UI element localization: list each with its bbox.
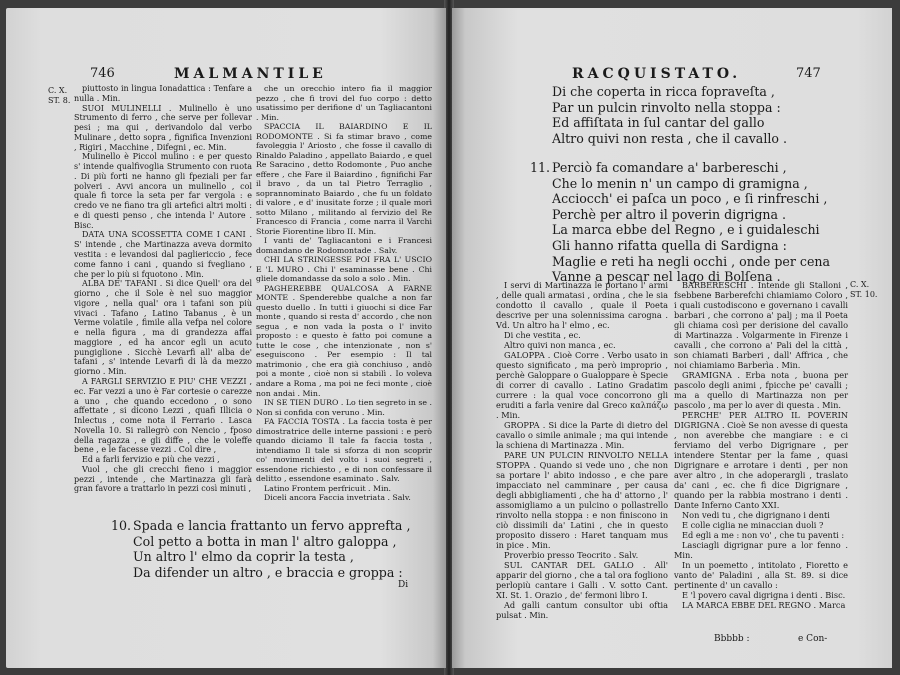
commentary-paragraph: In un poemetto , intitolato , Fioretto e vanto de' Paladini , alla St. 89. si dice pertinente d' un cavallo : [674, 560, 848, 590]
commentary-paragraph: che un orecchio intero fia il maggior pezzo , che fi trovi del fuo corpo : detto usatissimo per derifione d' un Tagliacantoni . Min. [256, 84, 432, 122]
commentary-paragraph: E colle ciglia ne minaccian duoli ? [682, 520, 824, 530]
commentary-paragraph: I servi di Martinazza le portano l' armi , delle quali armatasi , ordina , che le sia condotto il cavallo , quale il Poeta descrive per una solennissima carogna . Vd. Un altro ha l' elmo , ec. [496, 280, 668, 330]
commentary-paragraph: Vuol , che gli crecchi fieno i maggior pezzi , intende , che Martinazza gli farà gran favore a trattarlo in pezzi così minuti , [74, 464, 252, 494]
verse-line: Vanne a pescar nel lago di Bolſena . [552, 269, 781, 285]
commentary-paragraph: PARE UN PULCIN RINVOLTO NELLA STOPPA . Quando si vede uno , che non sa portare l' abito indosso , e che pare impacciato nel camminare , per causa degli abbigliamenti , che ha d' attorno , l' assomigliamo a un pulcino o pollastrello rinvolto nella stoppa : e non finiscono in ciò dissimili da' Latini , che in questo proposito dissero : Haret tanquam mus in pice . Min. [496, 450, 668, 550]
commentary-paragraph: A FARGLI SERVIZIO E PIU' CHE VEZZI , ec. Far vezzi a uno è Far cortesie o carezze a uno , che quando eccedono , o sono affettate , si dicono Lezzi , quafi Illicia o Inlectus , come nota il Ferrario . Lasca Novella 10. Si rallegrò con Nencio , fposo della ragazza , e gli diffe , che le voleffe bene , e le facesse vezzi . Col dire , [74, 376, 252, 455]
verse-line: Di che coperta in ricca fopraveſta , [552, 84, 775, 99]
right-signature: Bbbbb : [714, 634, 750, 644]
right-margin-note: C. X. ST. 10. [850, 280, 878, 299]
commentary-paragraph: IN SE TIEN DURO . Lo tien segreto in se . Non si confida con veruno . Min. [256, 398, 432, 417]
left-margin-note: C. X. ST. 8. [48, 86, 71, 105]
commentary-paragraph: Diceli ancora Faccia invetriata . Salv. [264, 493, 411, 503]
commentary-paragraph: SUL CANTAR DEL GALLO . All' apparir del giorno , che a tal ora fogliono perlopiù cantare i Galli . V. sotto Cant. XI. St. 1. Orazio , de' fermoni libro I. [496, 560, 668, 600]
right-catchword: e Con- [798, 634, 828, 644]
verse-line: Spada e lancia frattanto un fervo apprefta , [133, 518, 411, 533]
commentary-paragraph: Non vedi tu , che digrignano i denti [682, 510, 830, 520]
commentary-paragraph: Ed egli a me : non vo' , che tu paventi : [682, 530, 845, 540]
left-page-number: 746 [90, 66, 115, 81]
commentary-paragraph: SPACCIA IL BAIARDINO E IL RODOMONTE . Si fa stimar bravo , come favoleggia l' Ariosto , che fosse il cavallo di Rinaldo Paladino , appellato Baiardo , e quel Re Saracino , detto Rodomonte , Puo anche effere , che Fare il Baiardino , fignifichi Far il bravo , da un tal Pietro Terraglio , soprannominato Baiardo , che fu un foldato di valore , e d' inusitate forze ; il quale morì sotto Milano , militando al fervizio del Re Francesco di Francia , come narra il Varchi Storie Fiorentine libro II. Min. [256, 122, 432, 236]
verse-line: Da difender un altro , e braccia e groppa : [133, 564, 403, 580]
verse-line: Altro quivi non resta , che il cavallo . [552, 130, 787, 146]
left-catchword: Di [398, 580, 409, 590]
commentary-paragraph: piuttosto in lingua Ionadattica : Tenfare a nulla . Min. [74, 84, 252, 103]
commentary-paragraph: PAGHEREBBE QUALCOSA A FARNE MONTE . Spenderebbe qualche a non far questo duello . In tutti i giuochi si dice Far monte , quando si resta d' accordo , che non segua , e non vada la posta o l' invito proposto : e questo è fatto poi comune a tutte le cose , che intenzionate , non s' eseguiscono . Per esempio : Il tal matrimonio , che era già conchiuso , andò poi a monte , cioè non si stabilì . Io voleva andare a Roma , ma poi ne feci monte , cioè non andai . Min. [256, 283, 432, 398]
verse-line: Ed affiſtata in ſul cantar del gallo [552, 115, 765, 131]
right-stanza [530, 160, 830, 285]
right-commentary-column-1 [496, 280, 668, 630]
left-page [6, 8, 446, 668]
commentary-paragraph: GROPPA . Si dice la Parte di dietro del cavallo o simile animale ; ma qui intende la schiena di Martinazza . Min. [496, 420, 668, 450]
verse-line: Perchè per altro il poverin digrigna . [552, 206, 787, 222]
commentary-paragraph: ALBA DE' TAFANI . Si dice Quell' ora del giorno , che il Sole è nel suo maggior vigore , nella qual' ora i tafani son più vivaci . Tafano , Latino Tabanus , è un Verme volatile , fimile alla vefpa nel colore e nella figura , ma di grandezza affai maggiore , ed ha ancor egli un acuto pungiglione . Sicchè Levarfi all' alba de' tafani , s' intende Levarfi di là da mezzo giorno . Min. [74, 279, 252, 377]
commentary-paragraph: BARBERESCHI . Intende gli Stalloni , fsebbene Barberefchi chiamiamo Coloro , i quali custodiscono e governano i cavalli barbari , che corrono a' palj ; ma il Poeta gli chiama così per derisione del cavallo di Martinazza . Volgarmente in Firenze i cavalli , che corrono a' Pali del la città , son chiamati Barberi , dall' Affrica , che noi chiamiamo Barberìa . Min. [674, 280, 848, 370]
verse-line: Par un pulcin rinvolto nella stoppa : [552, 99, 781, 115]
verse-line: Gli hanno rifatta quella di Sardigna : [552, 237, 787, 253]
right-page-number: 747 [796, 66, 821, 81]
commentary-paragraph: GALOPPA . Cioè Corre . Verbo usato in questo significato , ma però improprio , perchè Galoppare o Gualoppare è Specie di correr di cavallo . Latino Gradatim currere : la qual voce concorrono gli eruditi a farla venire dal Greco καλπάζω . Min. [496, 350, 668, 420]
verse-line: Perciò fa comandare a' barbereschi , [552, 160, 787, 175]
verse-line: Col petto a botta in man l' altro galoppa , [133, 533, 397, 549]
verse-line: La marca ebbe del Regno , e i guidaleschi [552, 222, 820, 238]
left-stanza [111, 518, 410, 580]
stanza-number: 11. [530, 160, 551, 175]
commentary-paragraph: Mulinello è Piccol mulino : e per questo s' intende qualfivoglia Strumento con ruota . Di più forti ne hanno gli fpeziali per far polveri . Avvi ancora un mulinello , col quale fi torce la seta per far vergola : e credo ve ne fiano tra gli artefici altri molti : e di questi penso , che intenda l' Autore . Bisc. [74, 152, 252, 230]
left-commentary-column-2 [256, 84, 432, 504]
verse-line: Un altro l' elmo da coprir la testa , [133, 549, 354, 565]
commentary-paragraph: PERCHE' PER ALTRO IL POVERIN DIGRIGNA . Cioè Se non avesse di questa , non averebbe che mangiare : e ci ferviamo del verbo Digrignare , per intendere Stentar per la fame , quasi Digrignare e arrotare i denti , per non aver altro , in che adoperargli , traslato da' cani , ec. che fi dice Digrignare , quando per la rabbia mostrano i denti . Dante Inferno Canto XXI. [674, 410, 848, 510]
commentary-paragraph: CHI LA STRINGESSE POI FRA L' USCIO E 'L MURO . Chi l' esaminasse bene . Chi gliele domandasse da solo a solo . Min. [256, 255, 432, 284]
left-commentary-column-1 [74, 84, 252, 504]
stanza-number: 10. [111, 518, 132, 533]
commentary-paragraph: Ed a farli fervizio e più che vezzi , [82, 455, 220, 465]
verse-line: Acciocch' ei paſca un poco , e ſi rinfreschi , [552, 191, 828, 207]
commentary-paragraph: I vanti de' Tagliacantoni e i Francesi domandano de Rodomontade . Salv. [256, 236, 432, 255]
commentary-paragraph: DATA UNA SCOSSETTA COME I CANI . S' intende , che Martinazza aveva dormito vestita : e levandosi dal pagliericcio , fece come fanno i cani , quando si fvegliano , che per lo più si fquotono . Min. [74, 230, 252, 279]
commentary-paragraph: Ad galli cantum consultor ubi oftia pulsat . Min. [496, 600, 668, 620]
right-commentary-column-2 [674, 280, 848, 630]
commentary-paragraph: E 'l povero caval digrigna i denti . Bisc. [682, 590, 846, 600]
commentary-paragraph: Lasciagli digrignar pure a lor fenno . Min. [674, 540, 848, 560]
commentary-paragraph: GRAMIGNA . Erba nota , buona per pascolo degli animi , fpicche pe' cavalli ; ma a quello di Martinazza non per pascolo , ma per lo aver di questa . Min. [674, 370, 848, 410]
commentary-paragraph: Proverbio presso Teocrito . Salv. [504, 550, 639, 560]
commentary-paragraph: SUOI MULINELLI . Mulinello è uno Strumento di ferro , che serve per follevar pesi ; ma qui , derivandolo dal verbo Mulinare , detto sopra , fignifica Invenzioni , Rigiri , Macchine , Difegni , ec. Min. [74, 103, 252, 152]
right-page [452, 8, 892, 668]
commentary-paragraph: Di che vestita , ec. [504, 330, 581, 340]
commentary-paragraph: LA MARCA EBBE DEL REGNO . Marca [682, 600, 846, 610]
right-running-head: RACQUISTATO. [572, 66, 742, 82]
verse-line: Che lo menin n' un campo di gramigna , [552, 175, 808, 191]
right-stanza-end [530, 84, 787, 146]
commentary-paragraph: Altro quivi non manca , ec. [504, 340, 616, 350]
commentary-paragraph: Latino Frontem perfricuit . Min. [264, 483, 391, 493]
left-running-head: MALMANTILE [174, 66, 327, 82]
commentary-paragraph: FA FACCIA TOSTA . La faccia tosta è per dimostratrice delle interne passioni : e però quando diciamo Il tale fa faccia tosta , intendiamo Il tale si sforza di non scoprir co' movimenti del volto i suoi segreti , essendone richiesto , e di non confessare il delitto , essendone esaminato . Salv. [256, 417, 432, 484]
verse-line: Maglie e reti ha negli occhi , onde per cena [552, 253, 831, 269]
